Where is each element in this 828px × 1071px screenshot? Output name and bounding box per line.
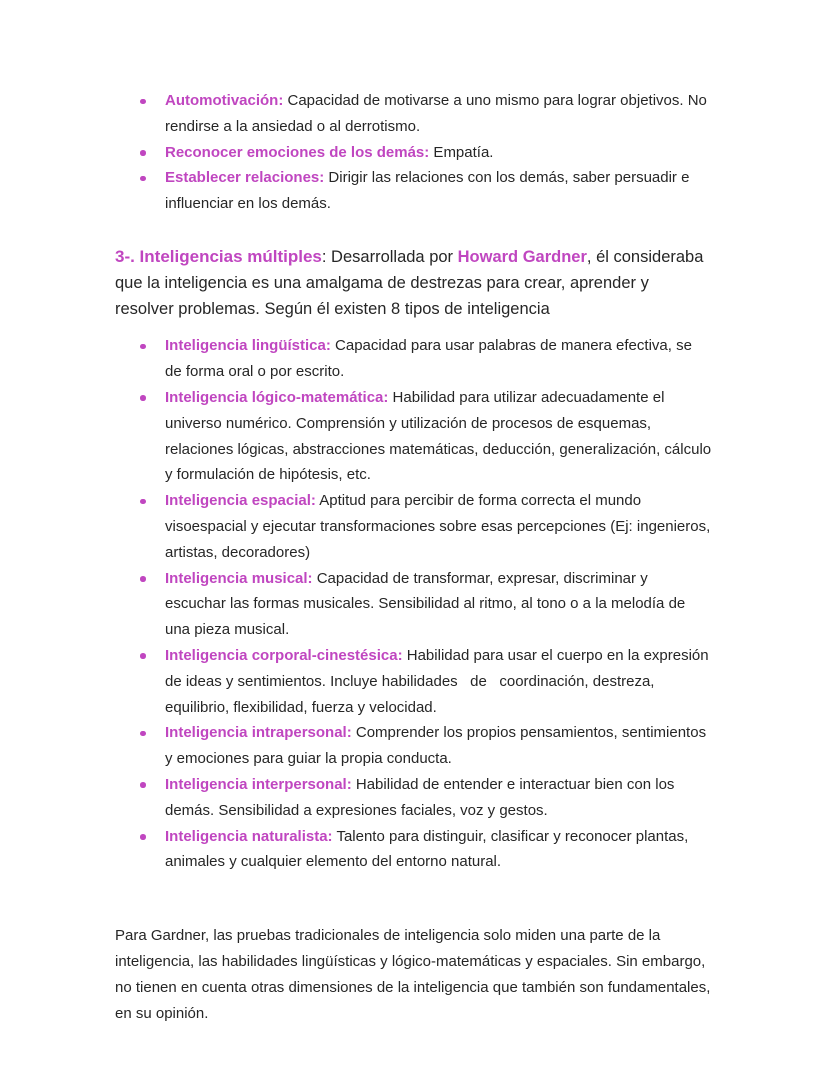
multiple-intelligences-list — [115, 333, 712, 875]
list-item-text: Comprender los propios pensamientos, sentimientos y emociones para guiar la propia conducta. — [165, 724, 707, 768]
list-item — [115, 488, 712, 565]
emotional-competencies-list — [115, 88, 712, 217]
list-item-term: Inteligencia espacial: — [165, 492, 316, 510]
list-item-text: Habilidad para utilizar adecuadamente el universo numérico. Comprensión y utilización de procesos de esquemas, relaciones lógicas, abstracciones matemáticas, deducción, generalización, cálculo y formulación de hipótesis, etc. — [165, 388, 712, 484]
list-item — [115, 772, 712, 824]
list-item — [115, 720, 712, 772]
list-item-term: Inteligencia corporal-cinestésica: — [165, 646, 403, 664]
list-item — [115, 88, 712, 140]
list-item-text: Capacidad para usar palabras de manera efectiva, se de forma oral o por escrito. — [165, 337, 692, 381]
list-item — [115, 140, 712, 166]
list-item-term: Inteligencia intrapersonal: — [165, 724, 352, 742]
list-item-term: Inteligencia musical: — [165, 569, 313, 587]
list-item-term: Inteligencia interpersonal: — [165, 775, 352, 793]
list-item-text: Talento para distinguir, clasificar y reconocer plantas, animales y cualquier elemento del entorno natural. — [165, 827, 689, 871]
list-item-term: Inteligencia lingüística: — [165, 337, 331, 355]
list-item-text: Aptitud para percibir de forma correcta el mundo visoespacial y ejecutar transformaciones sobre esas percepciones (Ej: ingenieros, artistas, decoradores) — [165, 492, 711, 561]
list-item-term: Inteligencia lógico-matemática: — [165, 388, 389, 406]
list-item-term: Automotivación: — [165, 92, 284, 109]
list-item-term: Establecer relaciones: — [165, 169, 325, 187]
list-item-text: Habilidad de entender e interactuar bien con los demás. Sensibilidad a expresiones faciales, voz y gestos. — [165, 775, 675, 819]
list-item — [115, 165, 712, 217]
author-name: Howard Gardner — [457, 247, 587, 266]
list-item-term: Inteligencia naturalista: — [165, 827, 333, 845]
section-intro-before: : Desarrollada por — [321, 247, 458, 266]
list-item — [115, 643, 712, 720]
section-heading — [115, 244, 712, 322]
list-item-text: Capacidad de motivarse a uno mismo para lograr objetivos. No rendirse a la ansiedad o al derrotismo. — [165, 92, 707, 135]
list-item — [115, 333, 712, 385]
list-item — [115, 566, 712, 643]
list-item — [115, 824, 712, 876]
section-title: 3-. Inteligencias múltiples — [115, 246, 322, 266]
list-item-text: Dirigir las relaciones con los demás, saber persuadir e influenciar en los demás. — [165, 169, 690, 213]
list-item-text: Habilidad para usar el cuerpo en la expresión de ideas y sentimientos. Incluye habilidades de coordinación, destreza, equilibrio, flexibilidad, fuerza y velocidad. — [165, 646, 713, 716]
section-intro-after: , él consideraba que la inteligencia es una amalgama de destrezas para crear, aprender y resolver problemas. Según él existen 8 tipos de inteligencia — [115, 247, 704, 318]
list-item — [115, 385, 712, 488]
closing-paragraph: Para Gardner, las pruebas tradicionales de inteligencia solo miden una parte de la inteligencia, las habilidades lingüísticas y lógico-matemáticas y espaciales. Sin embargo, no tienen en cuenta otras dimensiones de la inteligencia que también son fundamentales, en su opinión. — [115, 927, 711, 1022]
list-item-term: Reconocer emociones de los demás: — [165, 143, 430, 161]
list-item-text: Empatía. — [429, 143, 494, 161]
list-item-text: Capacidad de transformar, expresar, discriminar y escuchar las formas musicales. Sensibilidad al ritmo, al tono o a la melodía de una pieza musical. — [165, 569, 686, 639]
